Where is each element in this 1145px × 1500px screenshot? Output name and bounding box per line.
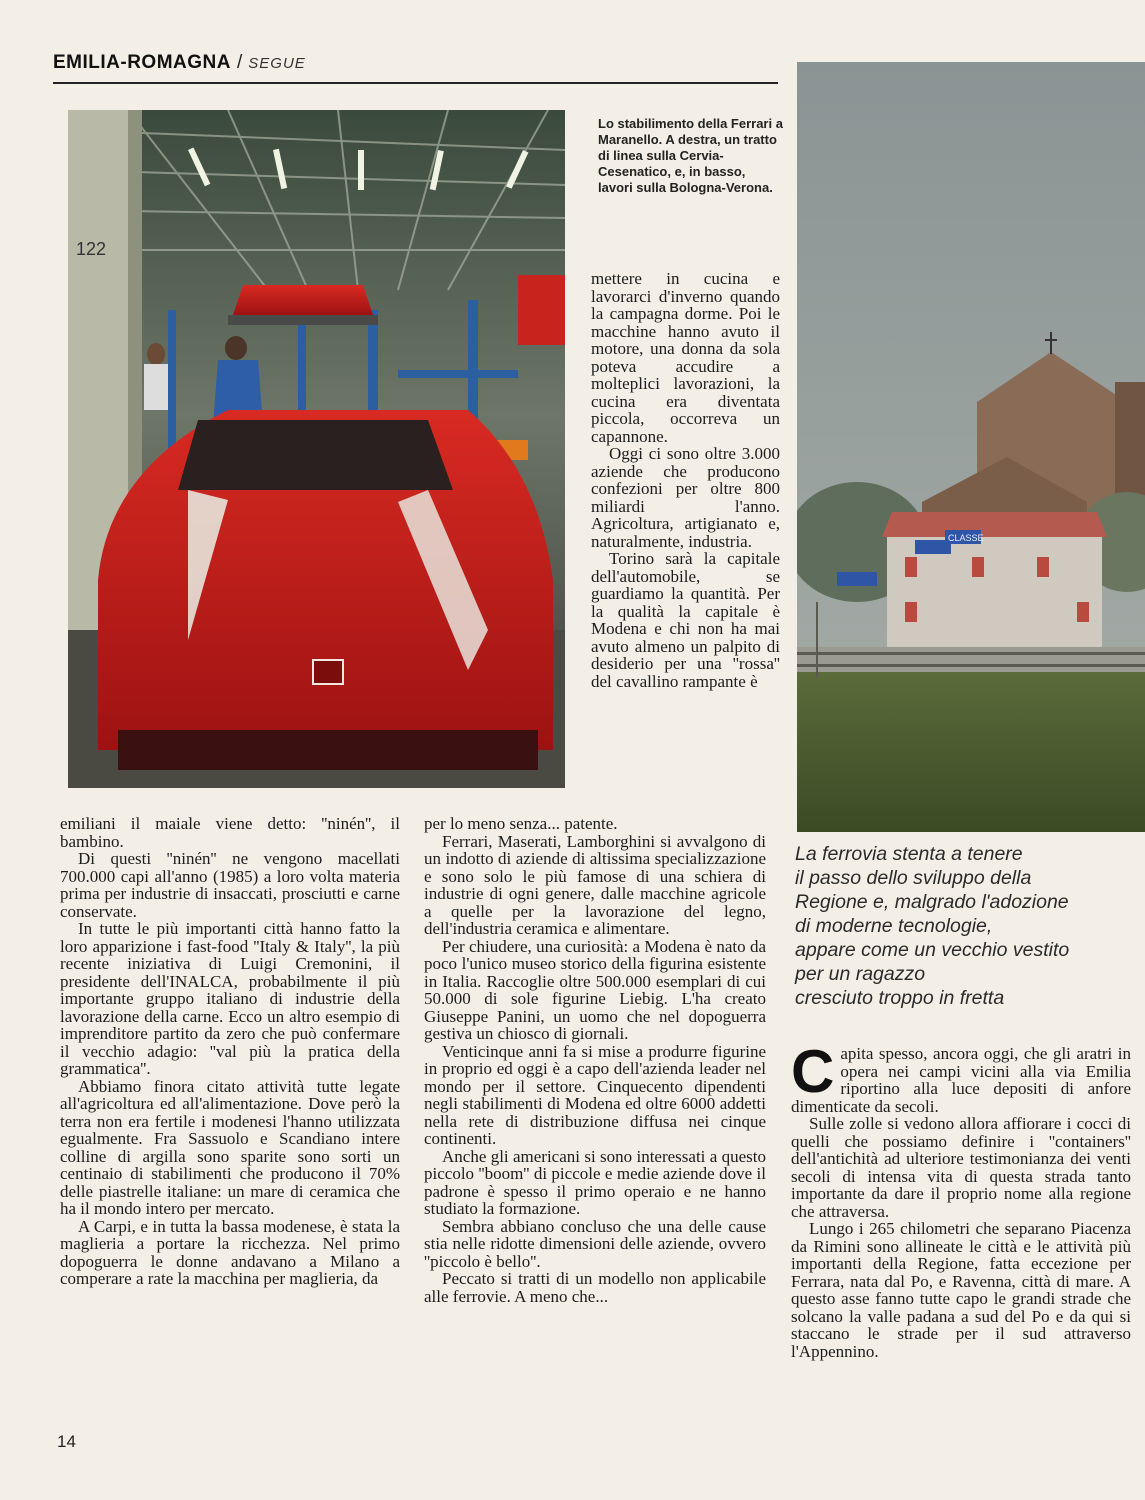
- page-header: [53, 52, 778, 84]
- paragraph: [791, 1038, 1131, 1116]
- section-title: EMILIA-ROMAGNA: [53, 52, 231, 73]
- paragraph: Ferrari, Maserati, Lamborghini si avvalgono di un indotto di aziende di altissima specializzazione e sono solo le più famose di una schiera di industrie di ogni genere, dalle macchine agricole a quelle per la lavorazione del legno, dell'industria ceramica e alimentare.: [424, 831, 766, 938]
- paragraph: Anche gli americani si sono interessati a questo piccolo ''boom'' di piccole e medie aziende dove il padrone è spesso il primo operaio e ne hanno studiato la formazione.: [424, 1146, 766, 1218]
- paragraph: In tutte le più importanti città hanno fatto la loro apparizione i fast-food ''Italy & Italy'', la più recente iniziativa di Luigi Cremonini, il presidente dell'INALCA, probabilmente il più importante gruppo italiano di industrie della lavorazione della carne. Ecco un altro esempio di imprenditore partito da zero che può confermare il vecchio adagio: ''val più la pratica della grammatica''.: [60, 919, 400, 1078]
- paragraph: emiliani il maiale viene detto: ''ninén'', il bambino.: [60, 814, 400, 851]
- paragraph: Lungo i 265 chilometri che separano Piacenza da Rimini sono allineate le città e le attività più importanti della Regione, fatta eccezione per Ferrara, nata dal Po, e Ravenna, città di mare. A questo asse fanno tutte capo le grandi strade che solcano la valle padana a sud del Po e da qui si staccano le strade per il sud attraverso l'Appennino.: [791, 1219, 1131, 1361]
- pull-quote-line: Regione e, malgrado l'adozione: [795, 891, 1069, 913]
- pull-quote-line: cresciuto troppo in fretta: [795, 987, 1005, 1009]
- drop-cap: C: [791, 1038, 835, 1105]
- pull-quote-line: La ferrovia stenta a tenere: [795, 843, 1023, 865]
- article-column-left: [60, 815, 400, 1288]
- header-separator: /: [236, 52, 243, 73]
- first-paragraph-text: apita spesso, ancora oggi, che gli aratri in opera nei campi vicini alla via Emilia riportino alla luce depositi di anfore dimenticate da secoli.: [791, 1044, 1131, 1116]
- paragraph: per lo meno senza... patente.: [424, 814, 618, 833]
- railway-church-photo: [797, 62, 1145, 832]
- pull-quote: [795, 842, 1130, 1010]
- paragraph: Peccato si tratti di un modello non applicabile alle ferrovie. A meno che...: [424, 1269, 766, 1306]
- article-column-right: [791, 1038, 1131, 1361]
- paragraph: Sembra abbiano concluso che una delle cause stia nelle ridotte dimensioni delle aziende, ovvero ''piccolo è bello''.: [424, 1216, 766, 1271]
- pull-quote-line: di moderne tecnologie,: [795, 915, 993, 937]
- page-number: 14: [57, 1432, 76, 1451]
- paragraph: Torino sarà la capitale dell'automobile, se guardiamo la quantità. Per la qualità la capitale è Modena e chi non ha mai avuto almeno un palpito di desiderio per una ''rossa'' del cavallino rampante è: [591, 549, 780, 691]
- pull-quote-line: per un ragazzo: [795, 963, 926, 985]
- paragraph: A Carpi, e in tutta la bassa modenese, è stata la maglieria a portare la ricchezza. Nel primo dopoguerra le donne andavano a Milano a comperare a rate la macchina per maglieria, da: [60, 1216, 400, 1288]
- ferrari-factory-photo: [68, 110, 565, 788]
- paragraph: Abbiamo finora citato attività tutte legate all'agricoltura ed all'alimentazione. Dove però la terra non era fertile i modenesi l'hanno utilizzata egualmente. Fra Sassuolo e Scandiano intere colline di argilla sono sparite sono sorti un centinaio di stabilimenti che producono il 70% delle piastrelle italiane: un mare di ceramica che ha il mondo intero per mercato.: [60, 1076, 400, 1218]
- article-column-middle: [424, 815, 766, 1305]
- article-column-middle-top: [591, 270, 780, 690]
- factory-sign-number: 122: [76, 239, 107, 259]
- paragraph: Di questi ''ninén'' ne vengono macellati 700.000 capi all'anno (1985) a loro volta materia prima per industrie di insaccati, prosciutti e carne conservate.: [60, 849, 400, 921]
- paragraph: Per chiudere, una curiosità: a Modena è nato da poco l'unico museo storico della figurina esistente in Italia. Raccoglie oltre 500.000 esemplari di cui 50.000 di sole figurine Liebig. L'ha creato Giuseppe Panini, un uomo che nel dopoguerra gestiva un chiosco di giornali.: [424, 936, 766, 1043]
- paragraph: Oggi ci sono oltre 3.000 aziende che producono confezioni per oltre 800 miliardi l'anno. Agricoltura, artigianato e, naturalmente, industria.: [591, 444, 780, 551]
- paragraph: mettere in cucina e lavorarci d'inverno quando la campagna dorme. Poi le macchine hanno avuto il motore, una donna da sola poteva accudire a molteplici lavorazioni, la cucina era diventata piccola, occorreva un capannone.: [591, 269, 780, 446]
- paragraph: Venticinque anni fa si mise a produrre figurine in proprio ed oggi è a capo dell'azienda leader nel mondo per il settore. Cinquecento dipendenti negli stabilimenti di Modena ed oltre 6000 addetti nella rete di distribuzione diffusa nei cinque continenti.: [424, 1041, 766, 1148]
- pull-quote-line: appare come un vecchio vestito: [795, 939, 1070, 961]
- header-continued: SEGUE: [248, 55, 306, 72]
- paragraph: Sulle zolle si vedono allora affiorare i cocci di quelli che possiamo definire i ''containers'' dell'antichità ad ulteriore testimonianza dei venti secoli di intensa vita di questa strada tanto importante da dare il proprio nome alla regione che attraversa.: [791, 1114, 1131, 1221]
- pull-quote-line: il passo dello sviluppo della: [795, 867, 1032, 889]
- station-sign-label: CLASSE: [948, 533, 984, 543]
- photo-caption: Lo stabilimento della Ferrari a Maranello. A destra, un tratto di linea sulla Cervia-Cesenatico, e, in basso, lavori sulla Bologna-Verona.: [598, 116, 783, 195]
